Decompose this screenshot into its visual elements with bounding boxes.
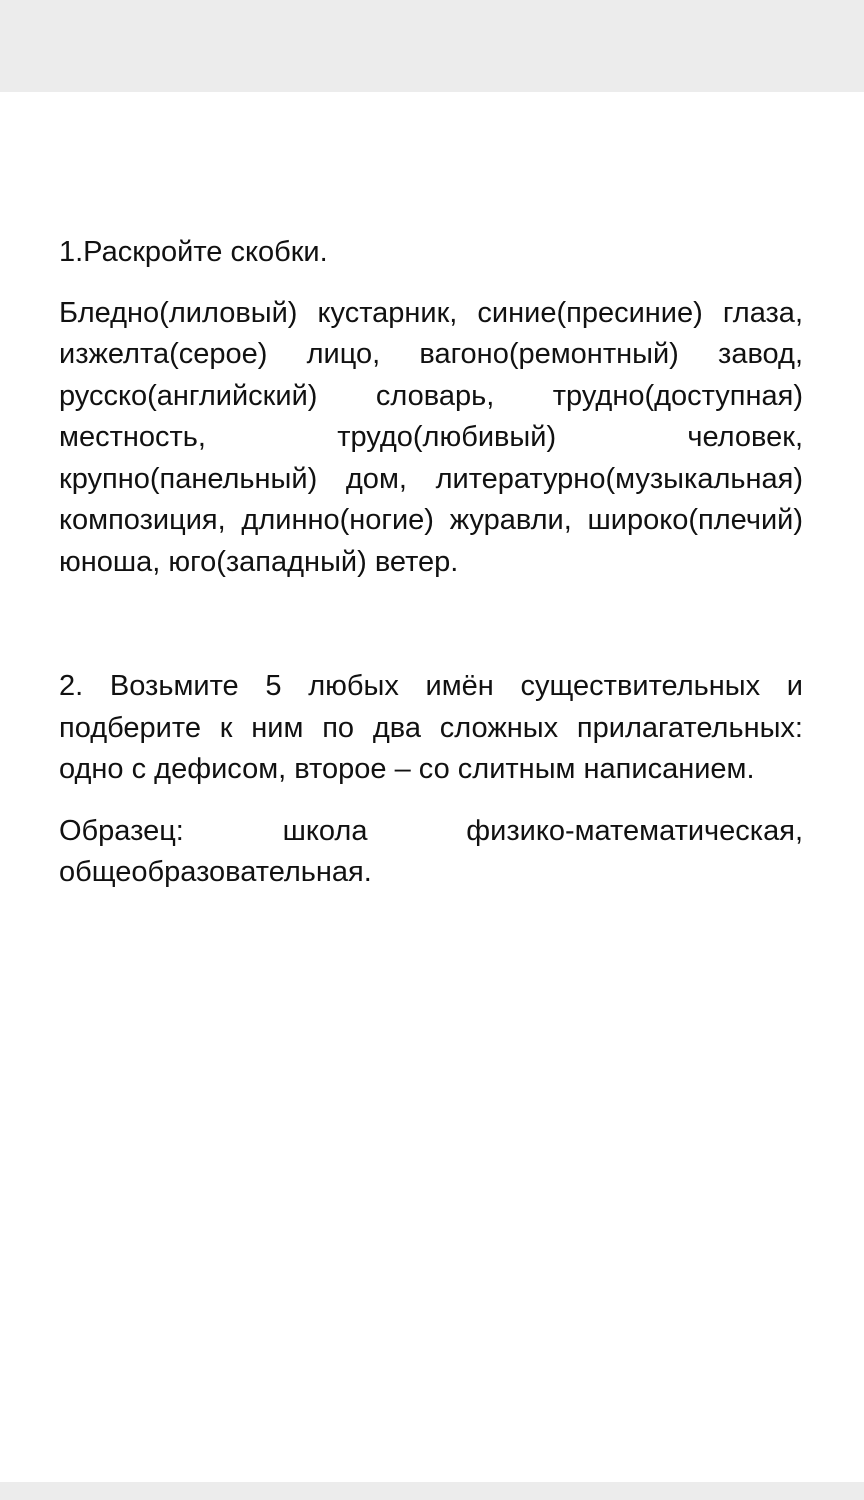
task2-example: Образец: школа физико-математическая, общеобразовательная. xyxy=(59,814,803,888)
task1-body: Бледно(лиловый) кустарник, синие(пресиние) глаза, изжелта(серое) лицо, вагоно(ремонтный) завод, русско(английский) словарь, трудно(доступная) местность, трудо(любивый) человек, крупно(панельный) дом, литературно(музыкальная) композиция, длинно(ногие) журавли, широко(плечий) юноша, юго(западный) ветер. xyxy=(59,296,803,578)
task1-title: 1.Раскройте скобки. xyxy=(59,236,328,268)
section-gap xyxy=(59,583,803,666)
document-content xyxy=(59,232,803,894)
paragraph-gap xyxy=(59,791,803,811)
task2-body: 2. Возьмите 5 любых имён существительных и подберите к ним по два сложных прилагательных: одно с дефисом, второе – со слитным написанием. xyxy=(59,670,803,785)
document-page xyxy=(0,92,864,1482)
